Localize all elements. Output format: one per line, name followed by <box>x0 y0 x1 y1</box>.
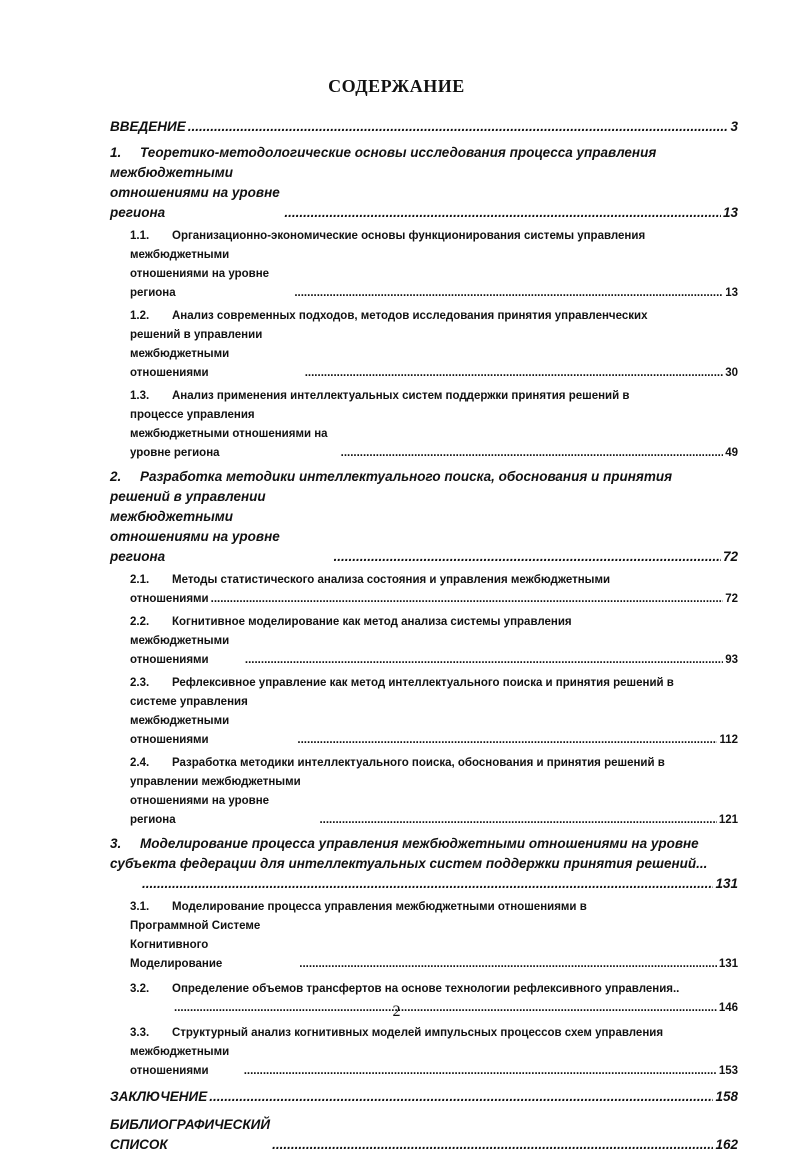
section-title-line1: Рефлексивное управление как метод интеллектуального поиска и принятия решений в <box>172 677 674 689</box>
toc-bibliography-text: БИБЛИОГРАФИЧЕСКИЙ СПИСОК <box>110 1117 271 1152</box>
chapter-page: 13 <box>722 205 738 220</box>
toc-intro-page: 3 <box>730 119 738 134</box>
section-page: 131 <box>718 958 738 970</box>
section-title-line2: решений в управлении межбюджетными отношениями <box>130 329 263 379</box>
table-of-contents <box>110 117 738 1155</box>
section-title-line1: Организационно-экономические основы функционирования системы управления <box>172 230 646 242</box>
section-title-line1: Структурный анализ когнитивных моделей импульсных процессов схем управления <box>172 1027 664 1039</box>
dot-leader <box>209 1087 713 1107</box>
dot-leader <box>244 1062 717 1081</box>
dot-leader <box>305 364 723 383</box>
section-page: 121 <box>718 814 738 826</box>
dot-leader <box>284 203 721 223</box>
dot-leader <box>245 651 723 670</box>
toc-bibliography[interactable] <box>110 1115 738 1155</box>
section-number: 3.2. <box>130 983 150 995</box>
dot-leader <box>188 117 729 137</box>
toc-chapter-1[interactable] <box>110 143 738 223</box>
chapter-title-line2: межбюджетными отношениями на уровне региона <box>110 165 280 220</box>
section-title-line1: Когнитивное моделирование как метод анализа системы управления <box>172 616 572 628</box>
toc-conclusion-text: ЗАКЛЮЧЕНИЕ <box>110 1089 208 1104</box>
toc-intro[interactable] <box>110 117 738 137</box>
section-title-line2: межбюджетными отношениями <box>130 1046 230 1077</box>
toc-section-3-1[interactable] <box>110 898 738 974</box>
toc-chapter-2[interactable] <box>110 467 738 567</box>
section-page: 72 <box>725 593 738 605</box>
toc-section-1-2[interactable] <box>110 307 738 383</box>
chapter-title-line1: Разработка методики интеллектуального поиска, обоснования и принятия <box>140 469 673 484</box>
page-title: СОДЕРЖАНИЕ <box>328 76 465 96</box>
section-title-line2: Программной Системе Когнитивного Моделирование <box>130 920 261 970</box>
section-number: 2.2. <box>130 616 150 628</box>
dot-leader <box>341 444 724 463</box>
section-number: 1.3. <box>130 390 150 402</box>
toc-section-2-3[interactable] <box>110 674 738 750</box>
chapter-title-line1: Теоретико-методологические основы исследования процесса управления <box>140 145 657 160</box>
chapter-title-line1: Моделирование процесса управления межбюджетными отношениями на уровне <box>140 836 699 851</box>
section-page: 153 <box>718 1065 738 1077</box>
toc-section-2-1[interactable] <box>110 571 738 609</box>
section-title-line2: процессе управления межбюджетными отношениями на уровне региона <box>130 409 328 459</box>
dot-leader <box>334 547 721 567</box>
chapter-page: 131 <box>715 876 738 891</box>
section-number: 3.3. <box>130 1027 150 1039</box>
chapter-title-line2: субъекта федерации для интеллектуальных систем поддержки принятия решений... <box>110 856 708 871</box>
dot-leader <box>142 874 713 894</box>
section-title-line1: Моделирование процесса управления межбюджетными отношениями в <box>172 901 587 913</box>
section-title-line2: управлении межбюджетными отношениями на уровне региона <box>130 776 301 826</box>
section-title-line1: Разработка методики интеллектуального поиска, обоснования и принятия решений в <box>172 757 665 769</box>
dot-leader <box>297 731 717 750</box>
section-number: 2.1. <box>130 574 150 586</box>
section-number: 1.1. <box>130 230 150 242</box>
chapter-page: 72 <box>722 549 738 564</box>
toc-section-1-3[interactable] <box>110 387 738 463</box>
section-title-line2: межбюджетными отношениями <box>130 635 230 666</box>
dot-leader <box>299 955 717 974</box>
section-page: 49 <box>725 447 738 459</box>
toc-intro-text: ВВЕДЕНИЕ <box>110 119 186 134</box>
section-page: 93 <box>725 654 738 666</box>
toc-conclusion-page: 158 <box>715 1089 738 1104</box>
toc-bibliography-page: 162 <box>715 1137 738 1152</box>
chapter-number: 3. <box>110 836 122 851</box>
dot-leader <box>272 1135 713 1155</box>
chapter-title-line2: решений в управлении межбюджетными отношениями на уровне региона <box>110 489 280 564</box>
chapter-number: 2. <box>110 469 122 484</box>
section-number: 3.1. <box>130 901 150 913</box>
dot-leader <box>319 811 716 830</box>
section-title-line2: межбюджетными отношениями на уровне региона <box>130 249 270 299</box>
section-title-line1: Определение объемов трансфертов на основе технологии рефлексивного управления.. <box>172 983 680 995</box>
page-number: 2 <box>392 1003 401 1020</box>
section-number: 2.3. <box>130 677 150 689</box>
toc-section-1-1[interactable] <box>110 227 738 303</box>
section-title-line2: системе управления межбюджетными отношениями <box>130 696 248 746</box>
toc-section-2-4[interactable] <box>110 754 738 830</box>
section-title-line1: Методы статистического анализа состояния и управления межбюджетными <box>172 574 611 586</box>
dot-leader <box>211 590 724 609</box>
chapter-number: 1. <box>110 145 122 160</box>
section-number: 2.4. <box>130 757 150 769</box>
section-title-line1: Анализ применения интеллектуальных систем поддержки принятия решений в <box>172 390 630 402</box>
section-title-line1: Анализ современных подходов, методов исследования принятия управленческих <box>172 310 648 322</box>
toc-section-3-3[interactable] <box>110 1024 738 1081</box>
toc-chapter-3[interactable] <box>110 834 738 894</box>
section-number: 1.2. <box>130 310 150 322</box>
section-page: 13 <box>725 287 738 299</box>
toc-conclusion[interactable] <box>110 1087 738 1107</box>
section-title-line2: отношениями <box>130 593 209 605</box>
dot-leader <box>294 284 723 303</box>
section-page: 146 <box>718 1002 738 1014</box>
section-page: 112 <box>719 734 738 746</box>
toc-section-2-2[interactable] <box>110 613 738 670</box>
section-page: 30 <box>725 367 738 379</box>
